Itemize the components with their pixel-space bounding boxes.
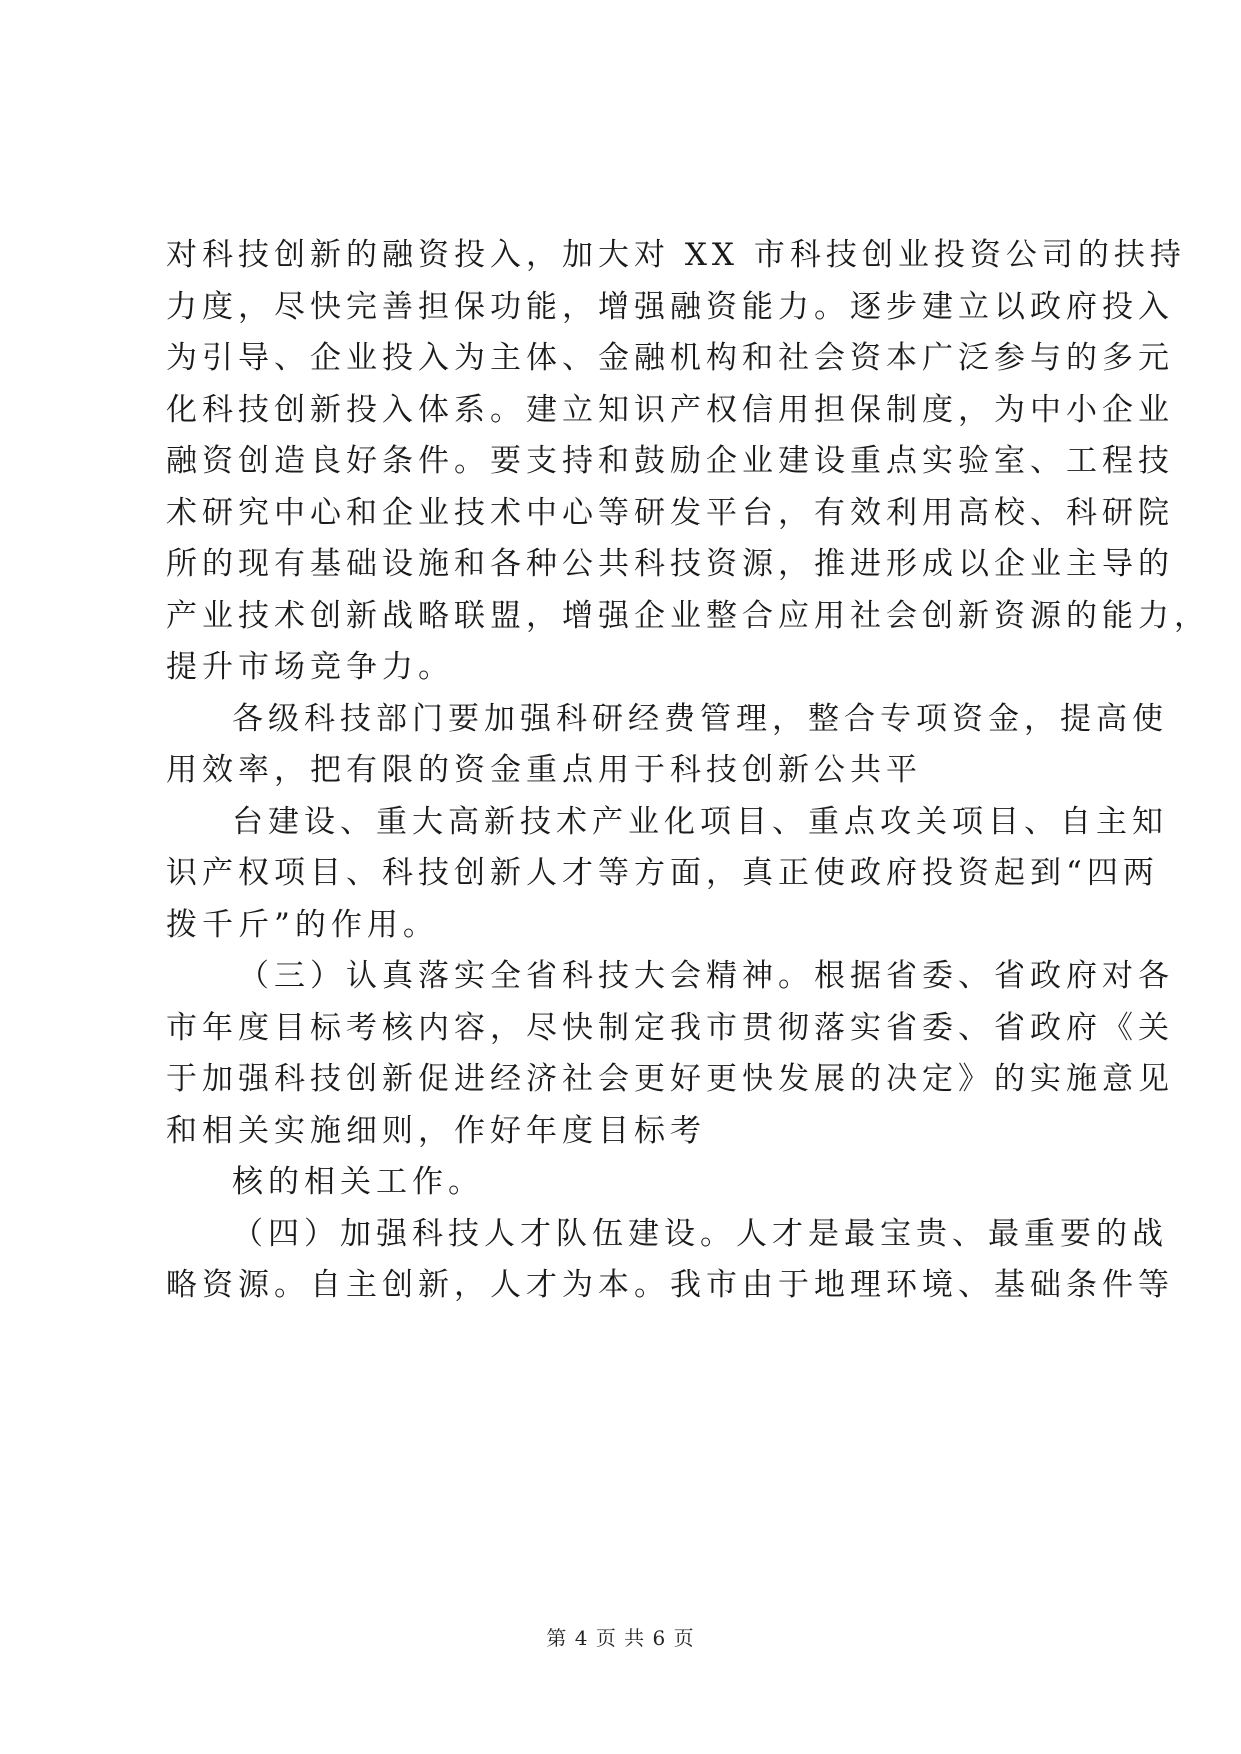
page-number-footer: 第 4 页 共 6 页 <box>546 1626 695 1650</box>
text-line: 识产权项目、科技创新人才等方面，真正使政府投资起到“四两 <box>166 855 1159 891</box>
text-line: 于加强科技创新促进经济社会更好更快发展的决定》的实施意见 <box>166 1061 1174 1097</box>
text-line: 市年度目标考核内容，尽快制定我市贯彻落实省委、省政府《关 <box>166 1009 1174 1046</box>
text-line: 所的现有基础设施和各种公共科技资源，推进形成以企业主导的 <box>166 546 1174 582</box>
text-line: 融资创造良好条件。要支持和鼓励企业建设重点实验室、工程技 <box>166 443 1174 479</box>
text-line: 提升市场竞争力。 <box>166 649 454 685</box>
text-line: 化科技创新投入体系。建立知识产权信用担保制度，为中小企业 <box>166 391 1174 428</box>
text-line: 为引导、企业投入为主体、金融机构和社会资本广泛参与的多元 <box>166 340 1174 376</box>
section-heading-line: （四）加强科技人才队伍建设。人才是最宝贵、最重要的战 <box>232 1215 1168 1252</box>
paragraph-start-line: 核的相关工作。 <box>232 1164 484 1200</box>
document-body <box>166 230 1210 1312</box>
text-line: 产业技术创新战略联盟，增强企业整合应用社会创新资源的能力， <box>166 597 1210 634</box>
text-line: 和相关实施细则，作好年度目标考 <box>166 1112 706 1149</box>
text-line: 拨千斤”的作用。 <box>166 906 439 943</box>
text-line: 对科技创新的融资投入，加大对 XX 市科技创业投资公司的扶持 <box>166 237 1186 273</box>
text-line: 用效率，把有限的资金重点用于科技创新公共平 <box>166 752 922 788</box>
paragraph-start-line: 各级科技部门要加强科研经费管理，整合专项资金，提高使 <box>232 700 1168 737</box>
paragraph-start-line: 台建设、重大高新技术产业化项目、重点攻关项目、自主知 <box>232 803 1168 840</box>
section-heading-line: （三）认真落实全省科技大会精神。根据省委、省政府对各 <box>238 958 1174 994</box>
text-line: 力度，尽快完善担保功能，增强融资能力。逐步建立以政府投入 <box>166 288 1174 325</box>
text-line: 术研究中心和企业技术中心等研发平台，有效利用高校、科研院 <box>166 494 1174 531</box>
text-line: 略资源。自主创新，人才为本。我市由于地理环境、基础条件等 <box>166 1267 1174 1303</box>
